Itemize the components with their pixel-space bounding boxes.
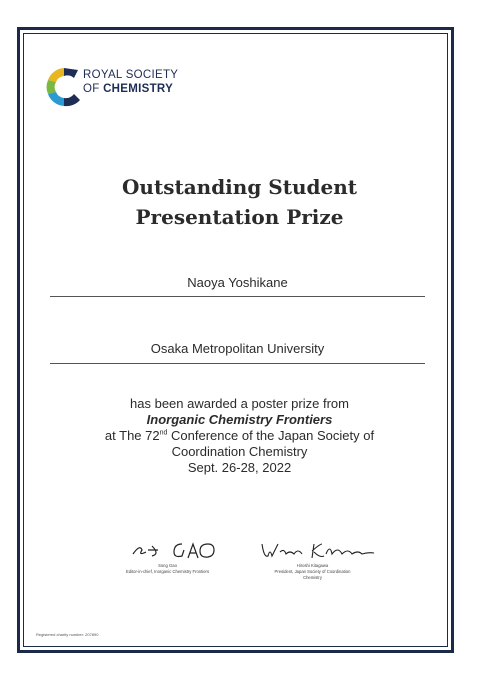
certificate-inner-border	[23, 33, 448, 647]
journal-name: Inorganic Chemistry Frontiers	[146, 412, 333, 427]
signer-1-role: Editor-in-chief, Inorganic Chemistry Frontiers	[125, 569, 210, 574]
recipient-rule	[50, 296, 425, 297]
organization-name	[83, 68, 178, 96]
institution-rule	[50, 363, 425, 364]
signature-hiroshi-kitagawa	[258, 538, 378, 564]
organization-line1: ROYAL SOCIETY	[83, 69, 179, 81]
signature-caption-1	[105, 563, 230, 575]
conference-line1: at The 72nd Conference of the Japan Society of	[104, 428, 375, 443]
institution-name: Osaka Metropolitan University	[150, 341, 325, 356]
organization-line2: OF CHEMISTRY	[83, 83, 174, 95]
signer-2-name: Hiroshi Kitagawa	[296, 563, 329, 568]
signer-1-name: Song Gao	[158, 563, 177, 568]
signature-song-gao	[130, 538, 220, 564]
conference-line2: Coordination Chemistry	[171, 444, 308, 459]
certificate-title	[0, 172, 479, 232]
registered-charity-number: Registered charity number: 207890	[36, 632, 99, 637]
title-line2: Presentation Prize	[135, 205, 344, 229]
conference-dates: Sept. 26-28, 2022	[187, 460, 292, 475]
award-description	[0, 396, 479, 476]
signature-caption-2	[250, 563, 375, 581]
signer-2-role-1: President, Japan Society of Coordination	[274, 569, 351, 574]
title-line1: Outstanding Student	[122, 175, 357, 199]
award-line1: has been awarded a poster prize from	[130, 396, 349, 411]
signer-2-role-2: Chemistry	[303, 575, 322, 580]
recipient-name: Naoya Yoshikane	[187, 275, 288, 290]
